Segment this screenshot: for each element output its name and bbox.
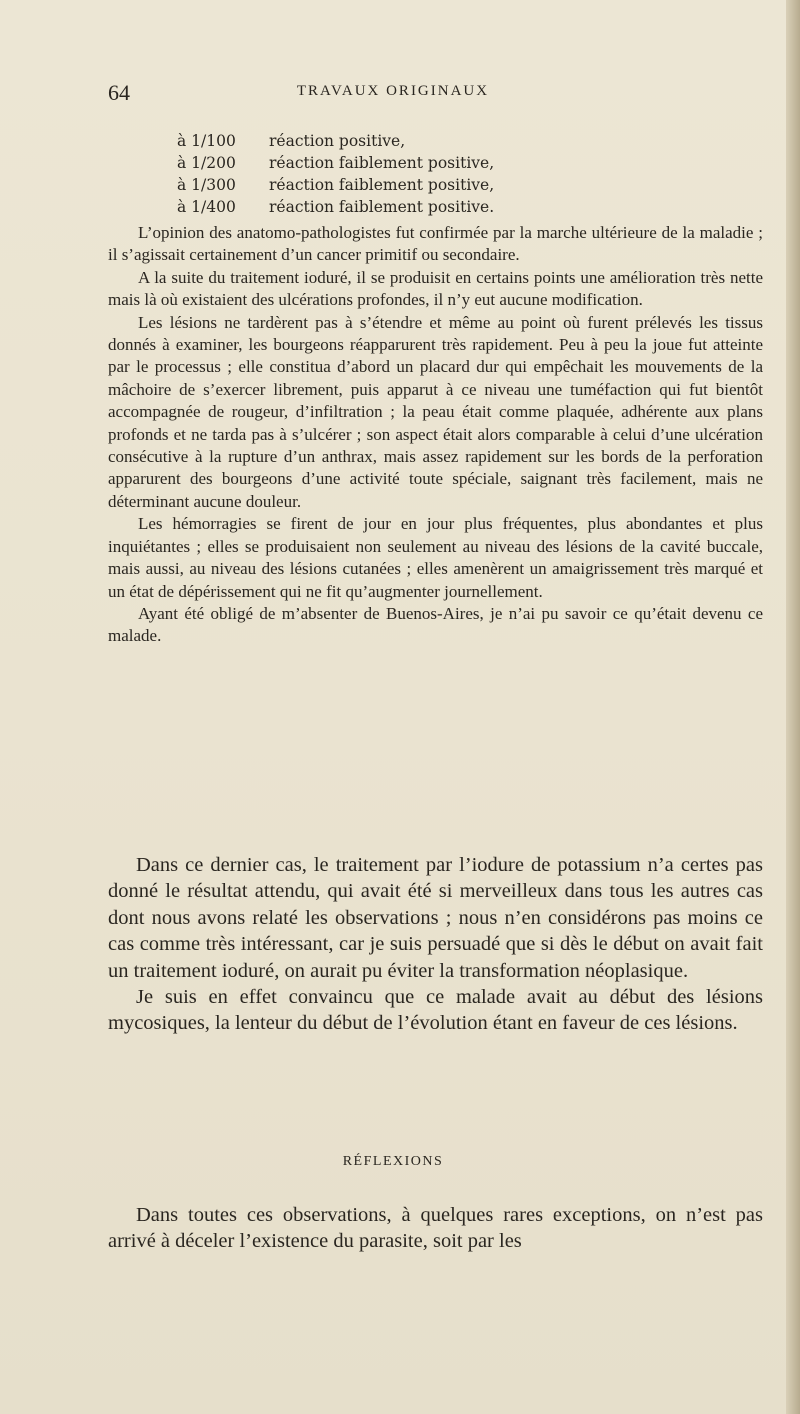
observation-text: [108, 222, 763, 648]
dilution: à 1/300: [177, 176, 236, 194]
paragraph: Dans ce dernier cas, le traitement par l’iodure de potassium n’a certes pas donné le résultat attendu, qui avait été si merveilleux dans tous les autres cas dont nous avons relaté les observations ; nous n’en considérons pas moins ce cas comme très intéressant, car je suis persuadé que si dès le début on avait fait un traitement ioduré, on aurait pu éviter la transformation néoplasique.: [108, 854, 763, 982]
serology-results-list: [177, 130, 494, 218]
result-row: [177, 130, 494, 152]
paragraph: Les lésions ne tardèrent pas à s’étendre et même au point où furent prélevés les tissus donnés à examiner, les bourgeons réapparurent très rapidement. Peu à peu la joue fut atteinte par le processus ; elle constitua d’abord un placard dur qui empêchait les mouvements de la mâchoire de s’exercer librement, puis apparut à ce niveau une tuméfaction qui fut bientôt accompagnée de rougeur, d’infiltration ; la peau était comme plaquée, adhérente aux plans profonds et ne tarda pas à s’ulcérer ; son aspect était alors comparable à celui d’une ulcération consécutive à la rupture d’un anthrax, mais assez rapidement sur les bords de la perforation apparurent des bourgeons d’une activité toute spéciale, saignant très facilement, mais ne déterminant aucune douleur.: [108, 312, 763, 511]
result-row: [177, 152, 494, 174]
paragraph: A la suite du traitement ioduré, il se produisit en certains points une amélioration très nette mais là où existaient des ulcérations profondes, il n’y eut aucune modification.: [108, 267, 763, 310]
dilution: à 1/100: [177, 132, 236, 150]
closing-text: [108, 1202, 763, 1255]
paragraph: Dans toutes ces observations, à quelques rares exceptions, on n’est pas arrivé à déceler l’existence du parasite, soit par les: [108, 1204, 763, 1253]
paragraph: Ayant été obligé de m’absenter de Buenos-Aires, je n’ai pu savoir ce qu’était devenu ce malade.: [108, 603, 763, 646]
dilution: à 1/400: [177, 198, 236, 216]
paragraph: Je suis en effet convaincu que ce malade avait au début des lésions mycosiques, la lenteur du début de l’évolution étant en faveur de ces lésions.: [108, 986, 763, 1035]
result-row: [177, 196, 494, 218]
reaction: réaction positive,: [269, 132, 406, 150]
paragraph: L’opinion des anatomo-pathologistes fut confirmée par la marche ultérieure de la maladie ; il s’agissait certainement d’un cancer primitif ou secondaire.: [108, 223, 763, 265]
reaction: réaction faiblement positive,: [269, 176, 495, 194]
page-number: 64: [108, 80, 130, 105]
result-row: [177, 174, 494, 196]
reaction: réaction faiblement positive,: [269, 154, 495, 172]
running-head: TRAVAUX ORIGINAUX: [296, 83, 490, 99]
reaction: réaction faiblement positive.: [269, 198, 495, 216]
page-header: [0, 80, 786, 110]
discussion-text: [108, 852, 763, 1037]
dilution: à 1/200: [177, 154, 236, 172]
paragraph: Les hémorragies se firent de jour en jour plus fréquentes, plus abondantes et plus inquiétantes ; elles se produisaient non seulement au niveau des lésions de la cavité buccale, mais aussi, au niveau des lésions cutanées ; elles amenèrent un amaigrissement très marqué et un état de dépérissement qui ne fit qu’augmenter journellement.: [108, 514, 763, 601]
page-edge: [786, 0, 800, 1414]
section-heading: RÉFLEXIONS: [342, 1154, 444, 1169]
